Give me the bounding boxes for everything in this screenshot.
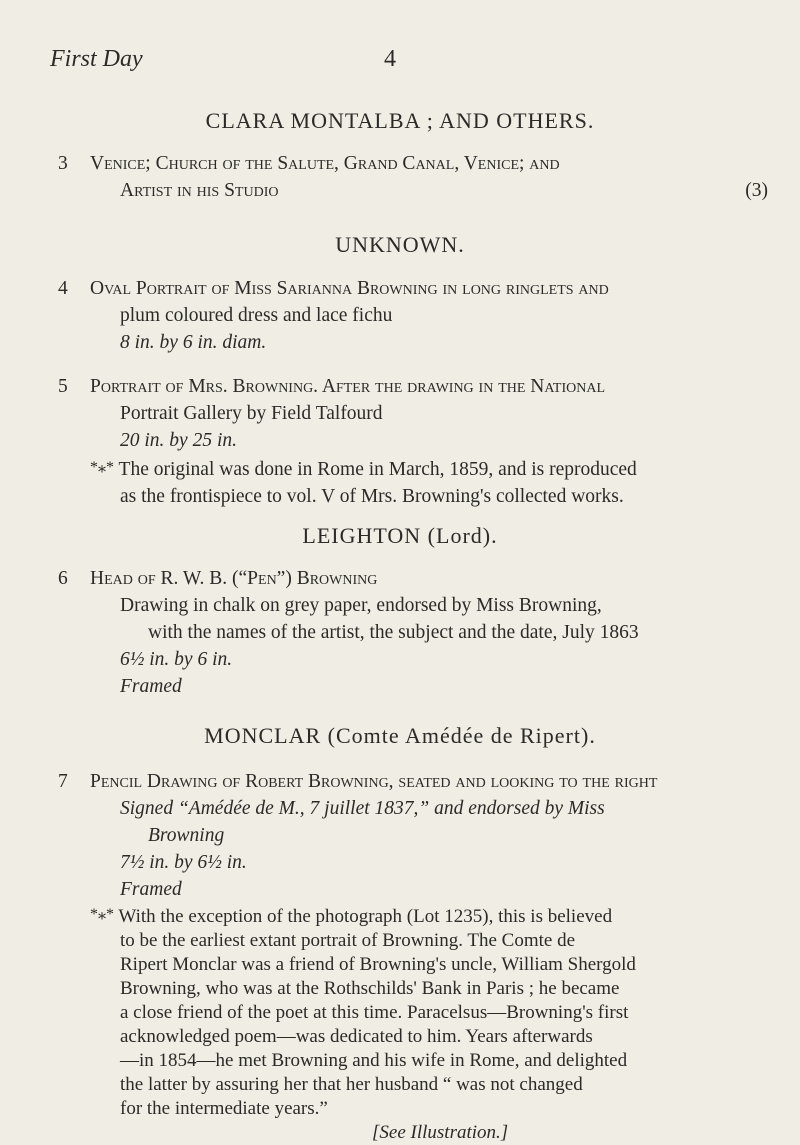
lot-dimensions: 8 in. by 6 in. diam. — [120, 332, 267, 353]
lot-number: 5 — [58, 376, 68, 397]
lot-number: 4 — [58, 278, 68, 299]
lot-description: Drawing in chalk on grey paper, endorsed by Miss Browning, — [120, 595, 602, 616]
note-line: Ripert Monclar was a friend of Browning's uncle, William Shergold — [120, 954, 636, 975]
note-line: to be the earliest extant portrait of Browning. The Comte de — [120, 930, 575, 951]
note-line: With the exception of the photograph (Lot 1235), this is believed — [118, 906, 613, 927]
lot-dimensions: 6½ in. by 6 in. — [120, 649, 233, 670]
page-number: 4 — [384, 46, 396, 72]
lot-note — [90, 454, 768, 483]
lot-framed: Framed — [120, 676, 182, 697]
lot-3 — [58, 150, 768, 206]
lot-signature: Browning — [148, 825, 225, 846]
lot-title: Oval Portrait of Miss Sarianna Browning in long ringlets and — [90, 278, 609, 299]
note-line: for the intermediate years.” — [120, 1098, 328, 1119]
artist-heading: MONCLAR (Comte Amédée de Ripert). — [204, 723, 596, 748]
artist-heading: UNKNOWN. — [335, 232, 465, 257]
lot-title: Head of R. W. B. (“Pen”) Browning — [90, 568, 378, 589]
lot-description: with the names of the artist, the subject and the date, July 1863 — [148, 622, 639, 643]
lot-6 — [58, 565, 768, 705]
lot-4 — [58, 275, 768, 359]
lot-title: Venice; Church of the Salute, Grand Canal, Venice; and — [90, 153, 560, 174]
lot-number: 6 — [58, 568, 68, 589]
note-line: Browning, who was at the Rothschilds' Bank in Paris ; he became — [120, 978, 620, 999]
lot-title: Portrait of Mrs. Browning. After the drawing in the National — [90, 376, 606, 397]
lot-framed: Framed — [120, 879, 182, 900]
note-line: —in 1854—he met Browning and his wife in Rome, and delighted — [120, 1050, 628, 1071]
note-line: as the frontispiece to vol. V of Mrs. Browning's collected works. — [120, 486, 624, 507]
lot-dimensions: 20 in. by 25 in. — [120, 430, 237, 451]
note-line: acknowledged poem—was dedicated to him. Years afterwards — [120, 1026, 593, 1047]
lot-note — [90, 903, 768, 1145]
lot-number: 3 — [58, 153, 68, 174]
lot-5 — [58, 373, 768, 513]
lot-title: Pencil Drawing of Robert Browning, seated and looking to the right — [90, 771, 658, 792]
lot-dimensions: 7½ in. by 6½ in. — [120, 852, 247, 873]
illustration-reference: [See Illustration.] — [372, 1122, 509, 1143]
note-line: The original was done in Rome in March, 1859, and is reproduced — [118, 459, 637, 480]
note-line: the latter by assuring her that her husband “ was not changed — [120, 1074, 583, 1095]
artist-heading: CLARA MONTALBA ; AND OTHERS. — [205, 108, 595, 133]
lot-number: 7 — [58, 771, 68, 792]
note-marker: *⁎* — [90, 459, 114, 476]
artist-heading: LEIGHTON (Lord). — [302, 523, 498, 548]
lot-7 — [58, 768, 768, 1143]
note-marker: *⁎* — [90, 906, 114, 923]
lot-title: Artist in his Studio — [120, 180, 279, 201]
lot-signature: Signed “Amédée de M., 7 juillet 1837,” and endorsed by Miss — [120, 798, 605, 819]
lot-count: (3) — [745, 180, 768, 201]
running-head: First Day — [50, 46, 143, 72]
note-line: a close friend of the poet at this time. Paracelsus—Browning's first — [120, 1002, 629, 1023]
lot-description: plum coloured dress and lace fichu — [120, 305, 393, 326]
lot-description: Portrait Gallery by Field Talfourd — [120, 403, 383, 424]
